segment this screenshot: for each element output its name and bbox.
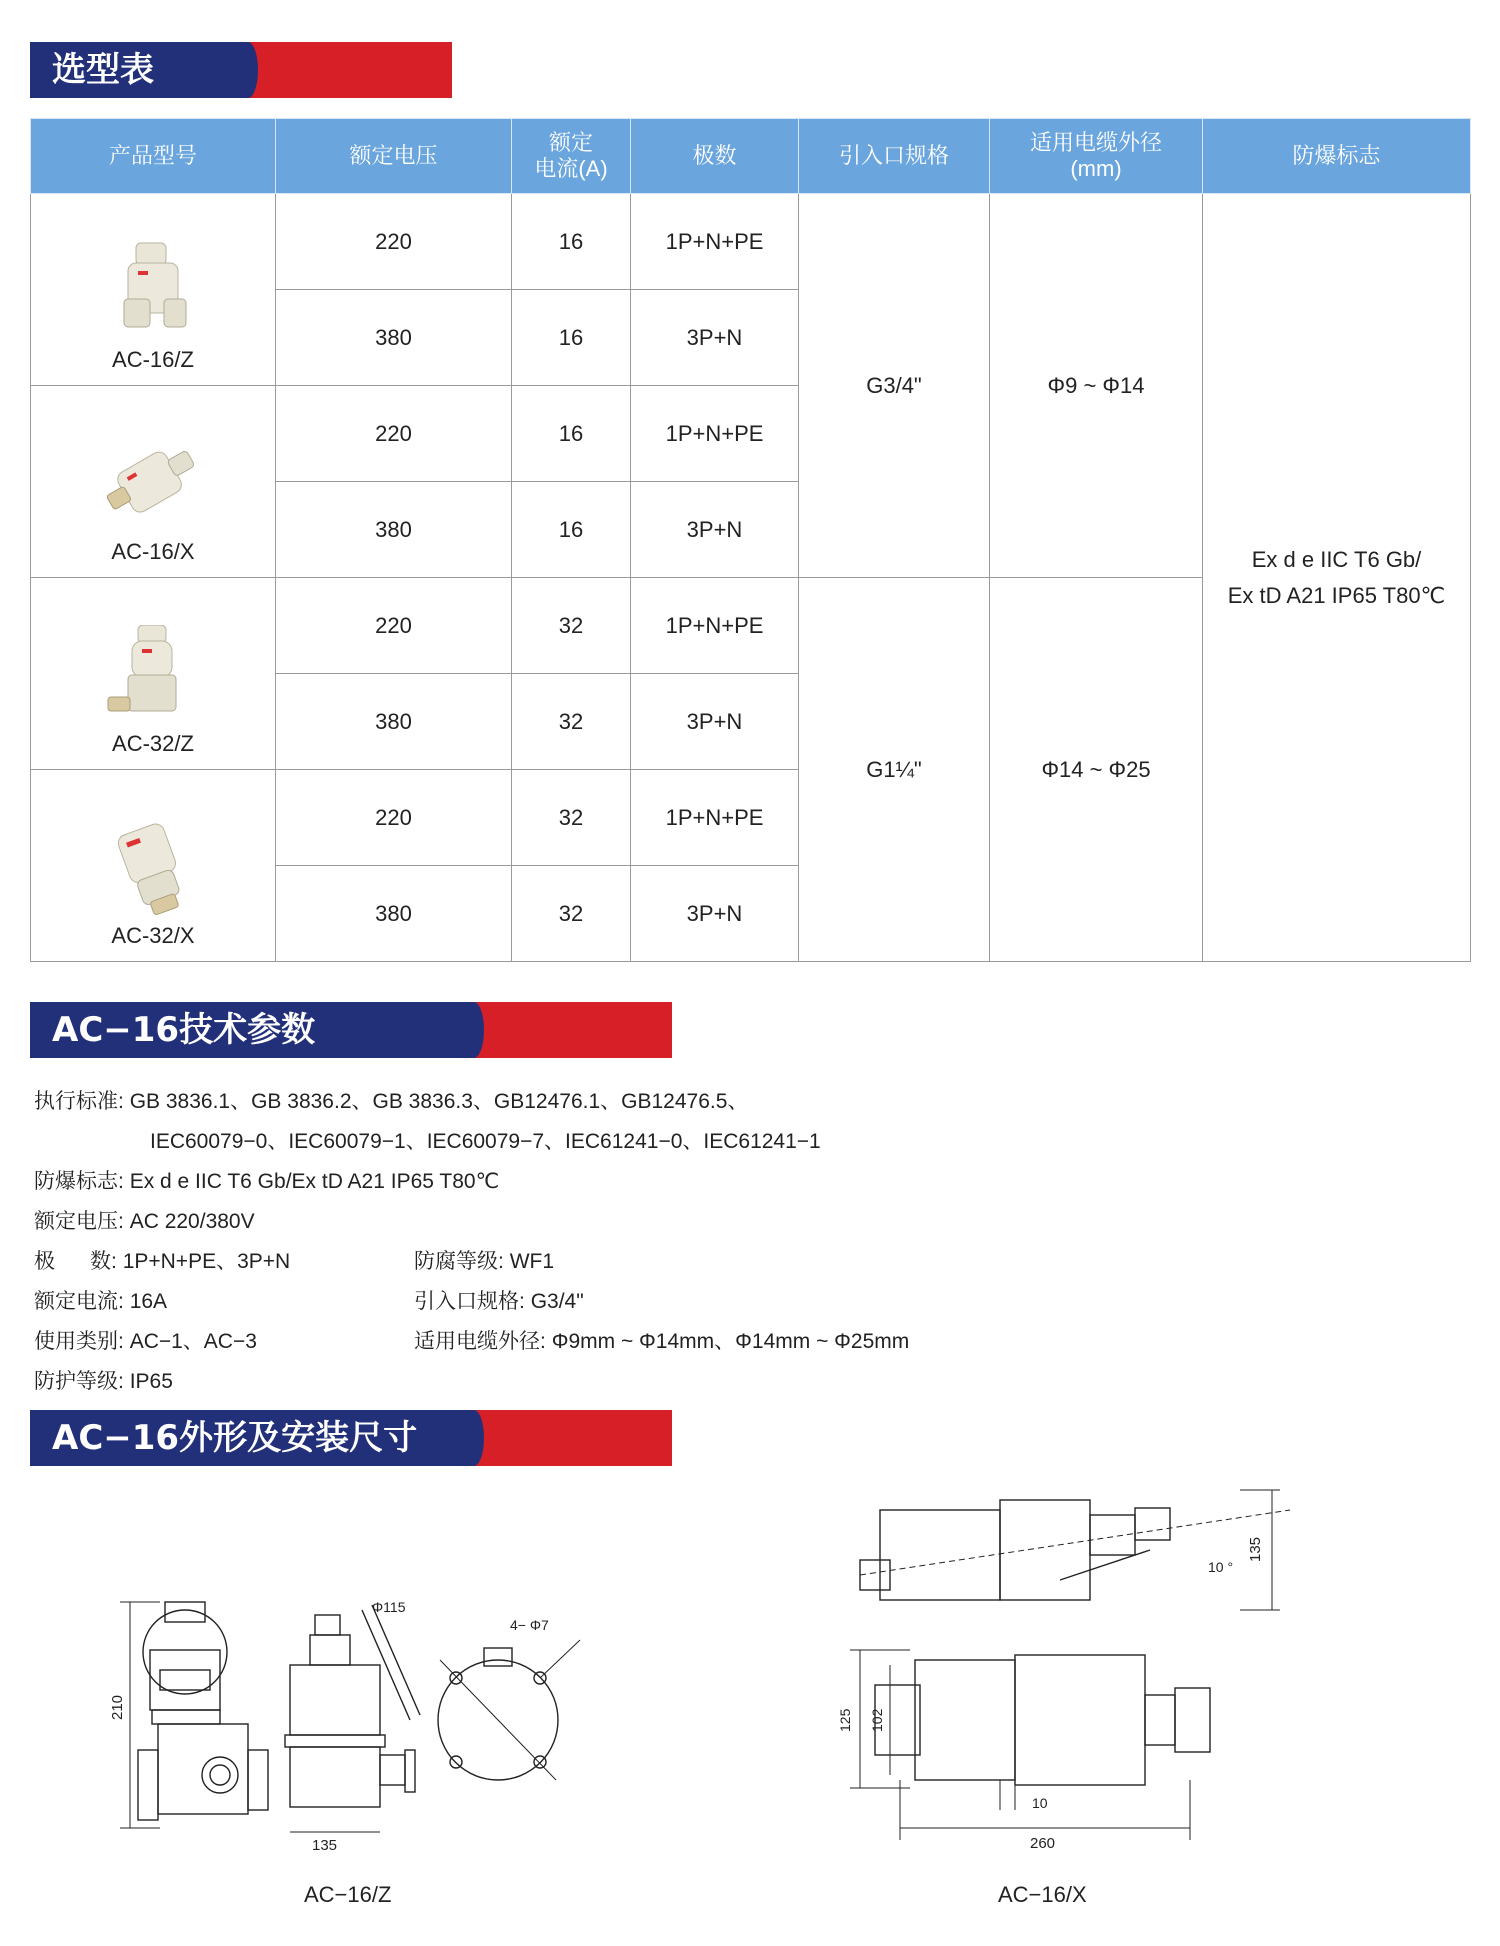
- section-banner-tech: [30, 1002, 672, 1058]
- dim-height: 135: [1247, 1536, 1264, 1562]
- cell-poles: 3P+N: [631, 866, 799, 962]
- top-view: [438, 1640, 580, 1780]
- section-title-dimensions: AC−16外形及安装尺寸: [30, 1410, 474, 1466]
- product-model: AC-16/X: [111, 539, 195, 564]
- front-view: [120, 1602, 268, 1828]
- param-value: Ex d e IIC T6 Gb/Ex tD A21 IP65 T80℃: [129, 1170, 500, 1193]
- cell-current: 32: [512, 674, 631, 770]
- cell-poles: 1P+N+PE: [631, 194, 799, 290]
- param-value: Φ9mm ~ Φ14mm、Φ14mm ~ Φ25mm: [551, 1330, 910, 1353]
- exmark-line2: Ex tD A21 IP65 T80℃: [1227, 582, 1446, 608]
- dim-offset: 10: [1032, 1795, 1048, 1811]
- side-view: [285, 1605, 420, 1832]
- exmark-line1: Ex d e IIC T6 Gb/: [1251, 546, 1422, 572]
- param-label: 额定电流:: [34, 1290, 124, 1313]
- product-cell: [31, 578, 276, 770]
- header-model: 产品型号: [31, 119, 276, 194]
- param-label: 额定电压:: [34, 1210, 124, 1233]
- product-model: AC-32/Z: [112, 731, 194, 756]
- cell-voltage: 220: [276, 386, 512, 482]
- cell-inlet: G3/4": [799, 194, 990, 578]
- selection-table: [30, 118, 1471, 962]
- side-view: [860, 1490, 1290, 1610]
- dim-diameter: Φ115: [372, 1599, 406, 1615]
- table-row: [31, 194, 1471, 290]
- product-image-ac32x: [98, 817, 208, 917]
- param-label: 适用电缆外径:: [414, 1330, 546, 1353]
- dim-width: 135: [312, 1837, 338, 1854]
- section-banner-dimensions: [30, 1410, 672, 1466]
- cell-poles: 3P+N: [631, 290, 799, 386]
- param-value: WF1: [509, 1250, 555, 1273]
- param-value: IP65: [129, 1370, 173, 1393]
- cell-poles: 1P+N+PE: [631, 770, 799, 866]
- param-value: IEC60079−0、IEC60079−1、IEC60079−7、IEC61241−0、IEC61241−1: [150, 1130, 821, 1153]
- param-value: 16A: [129, 1290, 168, 1313]
- product-cell: [31, 386, 276, 578]
- param-value: AC−1、AC−3: [129, 1330, 257, 1353]
- cell-current: 16: [512, 482, 631, 578]
- cell-inlet: G1¼": [799, 578, 990, 962]
- param-value: AC 220/380V: [129, 1210, 255, 1233]
- cell-voltage: 380: [276, 866, 512, 962]
- param-value: GB 3836.1、GB 3836.2、GB 3836.3、GB12476.1、GB12476.5、: [129, 1090, 749, 1113]
- cell-current: 32: [512, 578, 631, 674]
- product-model: AC-32/X: [111, 923, 195, 948]
- drawing-ac16z: [110, 1590, 630, 1875]
- param-label: 极 数:: [34, 1250, 117, 1273]
- product-image-ac16z: [98, 241, 208, 341]
- section-title-selection: 选型表: [30, 42, 248, 98]
- cell-voltage: 380: [276, 290, 512, 386]
- bottom-view: [850, 1650, 1210, 1840]
- product-image-ac32z: [98, 625, 208, 725]
- product-cell: [31, 770, 276, 962]
- cell-cable: Φ9 ~ Φ14: [990, 194, 1203, 578]
- param-label: 防腐等级:: [414, 1250, 504, 1273]
- header-voltage: 额定电压: [276, 119, 512, 194]
- dim-length: 260: [1030, 1835, 1056, 1852]
- caption-ac16z: AC−16/Z: [304, 1882, 392, 1907]
- cell-voltage: 220: [276, 578, 512, 674]
- cell-current: 32: [512, 770, 631, 866]
- banner-red-bar: [474, 1002, 672, 1058]
- header-poles: 极数: [631, 119, 799, 194]
- product-cell: [31, 194, 276, 386]
- header-inlet: 引入口规格: [799, 119, 990, 194]
- dim-h2: 102: [869, 1708, 885, 1732]
- header-current: 额定 电流(A): [512, 119, 631, 194]
- param-label: 使用类别:: [34, 1330, 124, 1353]
- cell-current: 32: [512, 866, 631, 962]
- header-cable: 适用电缆外径 (mm): [990, 119, 1203, 194]
- dim-height: 210: [110, 1694, 126, 1720]
- caption-ac16x: AC−16/X: [998, 1882, 1087, 1907]
- cell-voltage: 380: [276, 674, 512, 770]
- cell-cable: Φ14 ~ Φ25: [990, 578, 1203, 962]
- param-label: 防爆标志:: [34, 1170, 124, 1193]
- cell-poles: 3P+N: [631, 674, 799, 770]
- product-image-ac16x: [98, 433, 208, 533]
- param-value: 1P+N+PE、3P+N: [122, 1250, 291, 1273]
- cell-current: 16: [512, 290, 631, 386]
- drawing-ac16x: [820, 1470, 1380, 1875]
- cell-exmark: [1203, 194, 1471, 962]
- section-banner-selection: [30, 42, 452, 98]
- table-header-row: [31, 119, 1471, 194]
- dim-holes: 4− Φ7: [510, 1617, 549, 1633]
- cell-voltage: 220: [276, 194, 512, 290]
- product-model: AC-16/Z: [112, 347, 194, 372]
- param-label: 执行标准:: [34, 1090, 124, 1113]
- banner-red-bar: [248, 42, 452, 98]
- cell-voltage: 220: [276, 770, 512, 866]
- cell-poles: 3P+N: [631, 482, 799, 578]
- banner-red-bar: [474, 1410, 672, 1466]
- cell-current: 16: [512, 386, 631, 482]
- dim-h1: 125: [837, 1708, 853, 1732]
- param-value: G3/4": [530, 1290, 584, 1313]
- cell-poles: 1P+N+PE: [631, 578, 799, 674]
- section-title-tech: AC−16技术参数: [30, 1002, 474, 1058]
- cell-current: 16: [512, 194, 631, 290]
- param-label: 防护等级:: [34, 1370, 124, 1393]
- header-exmark: 防爆标志: [1203, 119, 1471, 194]
- param-label: 引入口规格:: [414, 1290, 525, 1313]
- cell-poles: 1P+N+PE: [631, 386, 799, 482]
- cell-voltage: 380: [276, 482, 512, 578]
- dim-angle: 10 °: [1208, 1559, 1234, 1575]
